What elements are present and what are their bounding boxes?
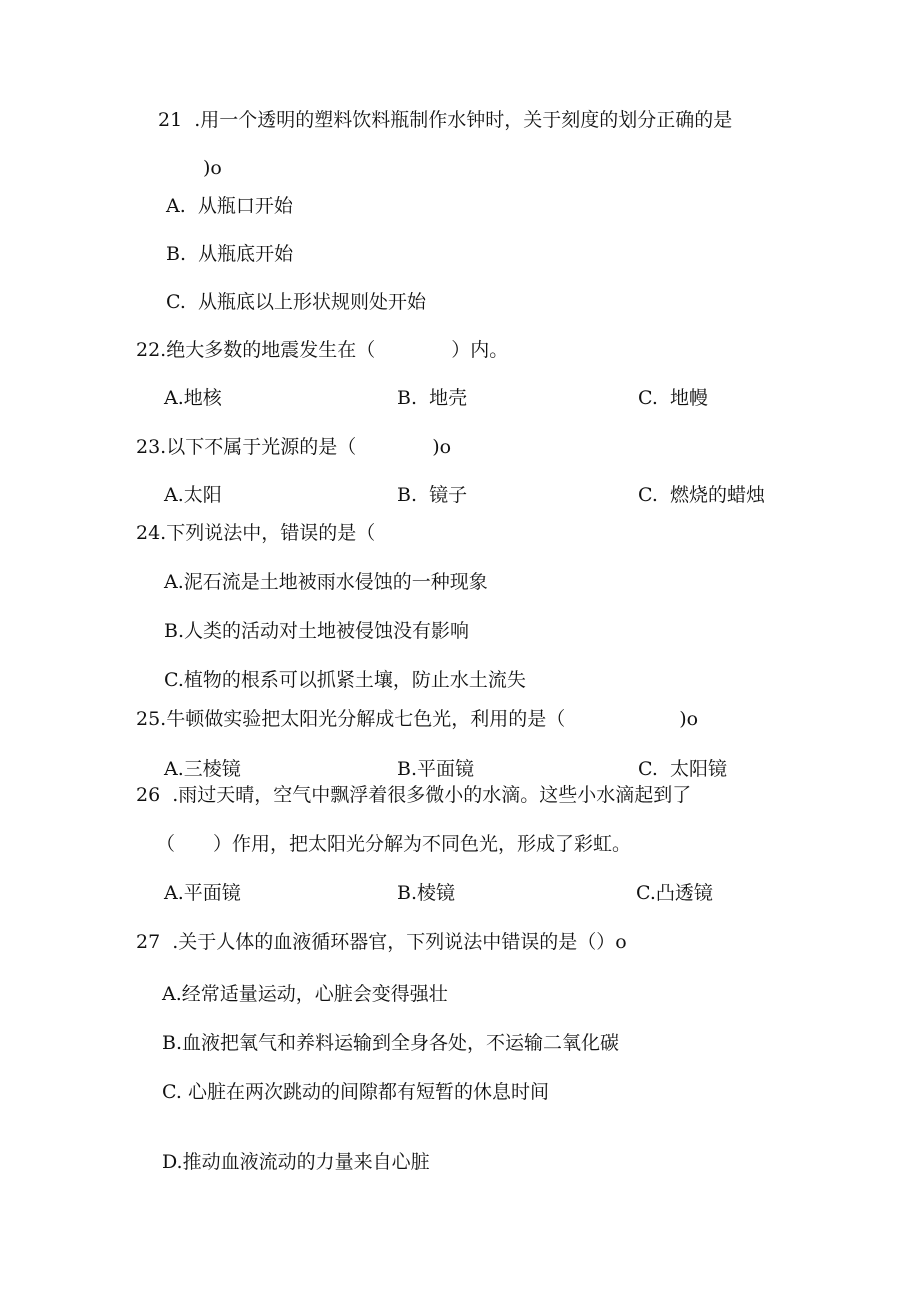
- q26-option-c: C.凸透镜: [636, 882, 713, 904]
- q23-option-b: B. 镜子: [397, 484, 468, 506]
- q23-option-c: C. 燃烧的蜡烛: [638, 484, 765, 506]
- q22-option-c: C. 地幔: [638, 387, 708, 409]
- q27-option-c: C. 心脏在两次跳动的间隙都有短暂的休息时间: [162, 1081, 549, 1103]
- q24-option-b: B.人类的活动对土地被侵蚀没有影响: [164, 620, 470, 642]
- q26-stem-line2: （ ）作用，把太阳光分解为不同色光，形成了彩虹。: [156, 833, 632, 855]
- q27-option-d: D.推动血液流动的力量来自心脏: [162, 1151, 430, 1173]
- q26-option-b: B.棱镜: [397, 882, 456, 904]
- q26-stem: 26 .雨过天晴，空气中飘浮着很多微小的水滴。这些小水滴起到了: [136, 784, 692, 806]
- q21-stem-end: )o: [203, 157, 222, 179]
- q25-option-a: A.三棱镜: [164, 758, 241, 780]
- q22-option-a: A.地核: [164, 387, 222, 409]
- q21-stem: 21 .用一个透明的塑料饮料瓶制作水钟时，关于刻度的划分正确的是: [158, 109, 733, 131]
- q22-stem: 22.绝大多数的地震发生在（ ）内。: [136, 339, 509, 361]
- q25-option-b: B.平面镜: [397, 758, 475, 780]
- q23-option-a: A.太阳: [164, 484, 222, 506]
- q23-stem: 23.以下不属于光源的是（ )o: [136, 436, 452, 458]
- q24-option-a: A.泥石流是土地被雨水侵蚀的一种现象: [164, 571, 488, 593]
- q27-option-a: A.经常适量运动，心脏会变得强壮: [162, 983, 448, 1005]
- q21-option-c: C. 从瓶底以上形状规则处开始: [166, 291, 426, 313]
- q25-option-c: C. 太阳镜: [638, 758, 727, 780]
- q26-option-a: A.平面镜: [164, 882, 241, 904]
- q21-option-a: A. 从瓶口开始: [166, 195, 293, 217]
- q24-stem: 24.下列说法中，错误的是（: [136, 522, 376, 544]
- q21-option-b: B. 从瓶底开始: [166, 243, 294, 265]
- q27-option-b: B.血液把氧气和养料运输到全身各处，不运输二氧化碳: [162, 1032, 620, 1054]
- q25-stem: 25.牛顿做实验把太阳光分解成七色光，利用的是（ )o: [136, 708, 699, 730]
- q24-option-c: C.植物的根系可以抓紧土壤，防止水土流失: [164, 669, 526, 691]
- q27-stem: 27 .关于人体的血液循环器官，下列说法中错误的是（）o: [136, 931, 627, 953]
- q22-option-b: B. 地壳: [397, 387, 468, 409]
